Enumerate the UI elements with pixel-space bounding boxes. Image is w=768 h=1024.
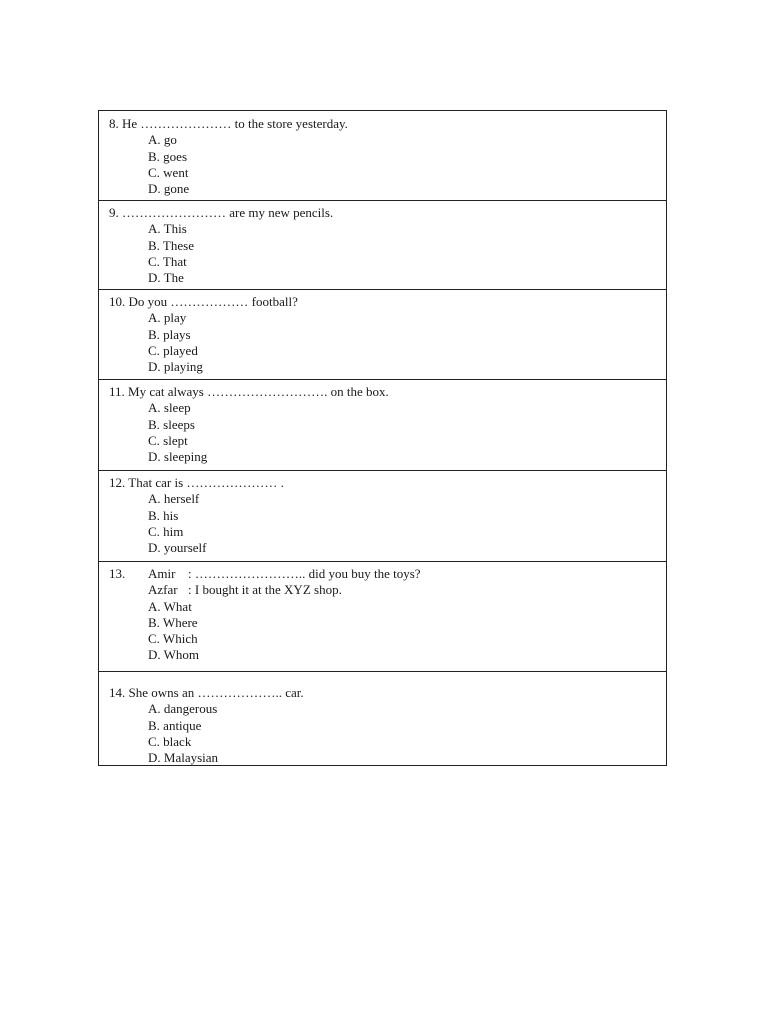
question-stem: 10. Do you ……………… football? [109, 294, 298, 309]
option-c: C. Which [148, 631, 198, 647]
option-d: D. The [148, 270, 184, 286]
question-12 [99, 471, 666, 562]
options-list [109, 491, 666, 556]
question-stem: 11. My cat always ………………………. on the box. [109, 384, 389, 399]
option-b: B. his [148, 507, 179, 523]
dialog-text: : I bought it at the XYZ shop. [188, 582, 342, 598]
option-b: B. goes [148, 148, 187, 164]
option-d: D. playing [148, 359, 203, 375]
option-d: D. Whom [148, 647, 200, 663]
question-14 [99, 672, 666, 765]
question-sheet [98, 110, 667, 766]
dialog-text: : …………………….. did you buy the toys? [188, 566, 421, 581]
option-a: A. dangerous [148, 701, 218, 717]
option-b: B. antique [148, 717, 202, 733]
question-13 [99, 562, 666, 672]
options-list [109, 400, 666, 465]
option-a: A. What [148, 598, 192, 614]
options-list [109, 701, 666, 766]
question-stem: 8. He ………………… to the store yesterday. [109, 116, 348, 131]
option-b: B. sleeps [148, 416, 195, 432]
option-a: A. go [148, 132, 177, 148]
speaker-name: Amir [148, 566, 176, 581]
question-stem: 9. …………………… are my new pencils. [109, 205, 334, 220]
option-c: C. black [148, 733, 192, 749]
options-list [109, 221, 666, 286]
dialog-line-1 [109, 566, 666, 582]
speaker-name: Azfar [148, 582, 178, 598]
options-list [109, 310, 666, 375]
question-number: 13. [109, 566, 126, 581]
question-11 [99, 380, 666, 471]
question-stem: 14. She owns an ……………….. car. [109, 685, 304, 700]
option-c: C. went [148, 164, 189, 180]
option-a: A. sleep [148, 400, 191, 416]
dialog-line-2 [109, 582, 666, 598]
option-b: B. These [148, 237, 194, 253]
option-b: B. plays [148, 326, 191, 342]
option-c: C. played [148, 342, 198, 358]
option-d: D. gone [148, 181, 190, 197]
option-d: D. yourself [148, 540, 207, 556]
option-d: D. sleeping [148, 449, 208, 465]
option-d: D. Malaysian [148, 750, 219, 766]
question-10 [99, 290, 666, 380]
option-c: C. slept [148, 432, 188, 448]
option-b: B. Where [148, 614, 198, 630]
question-stem: 12. That car is ………………… . [109, 475, 284, 490]
options-list [109, 599, 666, 664]
option-a: A. This [148, 221, 187, 237]
question-8 [99, 111, 666, 201]
option-c: C. That [148, 253, 187, 269]
question-9 [99, 201, 666, 290]
option-c: C. him [148, 523, 184, 539]
option-a: A. play [148, 310, 187, 326]
option-a: A. herself [148, 491, 200, 507]
options-list [109, 132, 666, 197]
